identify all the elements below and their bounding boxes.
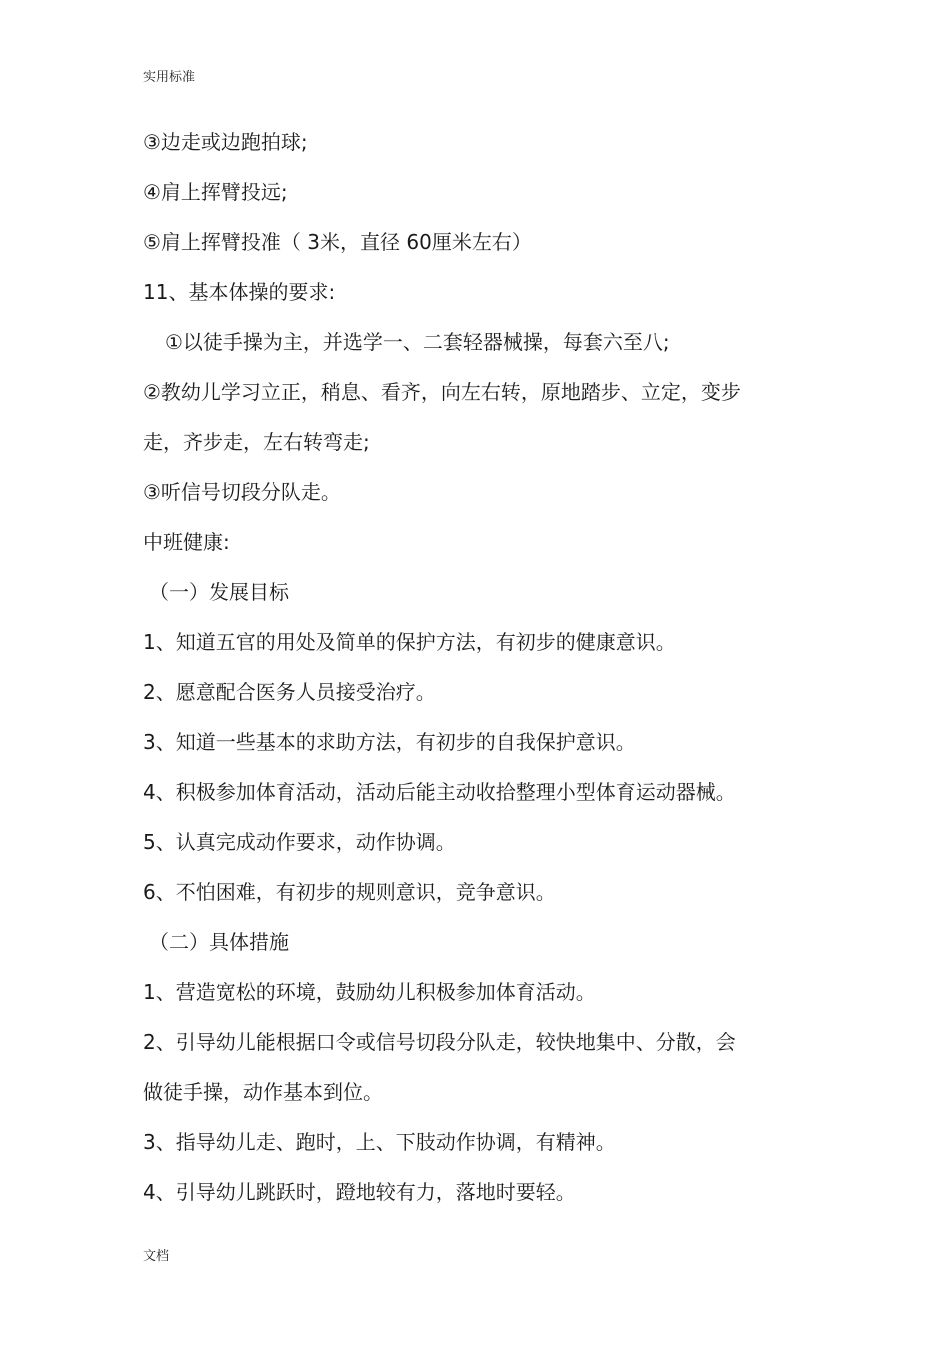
- list-item: 1、营造宽松的环境，鼓励幼儿积极参加体育活动。: [143, 980, 596, 1004]
- text-line: ③边走或边跑拍球;: [143, 130, 308, 154]
- section-heading: 11、基本体操的要求:: [143, 280, 336, 304]
- list-item: 4、引导幼儿跳跃时，蹬地较有力，落地时要轻。: [143, 1180, 576, 1204]
- page-footer: 文档: [143, 1249, 170, 1264]
- list-item: 3、指导幼儿走、跑时，上、下肢动作协调，有精神。: [143, 1130, 616, 1154]
- list-item: 4、积极参加体育活动，活动后能主动收拾整理小型体育运动器械。: [143, 780, 736, 804]
- section-heading: 中班健康:: [143, 530, 230, 554]
- list-item: 5、认真完成动作要求，动作协调。: [143, 830, 456, 854]
- text-line: ⑤肩上挥臂投准（ 3米，直径 60厘米左右）: [143, 230, 532, 254]
- text-line: ②教幼儿学习立正，稍息、看齐，向左右转，原地踏步、立定，变步: [143, 380, 741, 404]
- subsection-heading: （一）发展目标: [149, 580, 289, 604]
- list-item: 3、知道一些基本的求助方法，有初步的自我保护意识。: [143, 730, 636, 754]
- list-item: 2、愿意配合医务人员接受治疗。: [143, 680, 436, 704]
- list-item: 2、引导幼儿能根据口令或信号切段分队走，较快地集中、分散，会: [143, 1030, 736, 1054]
- text-line: ④肩上挥臂投远;: [143, 180, 288, 204]
- list-item: 做徒手操，动作基本到位。: [143, 1080, 383, 1104]
- text-line: ①以徒手操为主，并选学一、二套轻器械操，每套六至八;: [165, 330, 670, 354]
- list-item: 1、知道五官的用处及简单的保护方法，有初步的健康意识。: [143, 630, 676, 654]
- text-line: ③听信号切段分队走。: [143, 480, 341, 504]
- text-line: 走，齐步走，左右转弯走;: [143, 430, 370, 454]
- list-item: 6、不怕困难，有初步的规则意识，竞争意识。: [143, 880, 556, 904]
- subsection-heading: （二）具体措施: [149, 930, 289, 954]
- page-header: 实用标准: [143, 70, 196, 85]
